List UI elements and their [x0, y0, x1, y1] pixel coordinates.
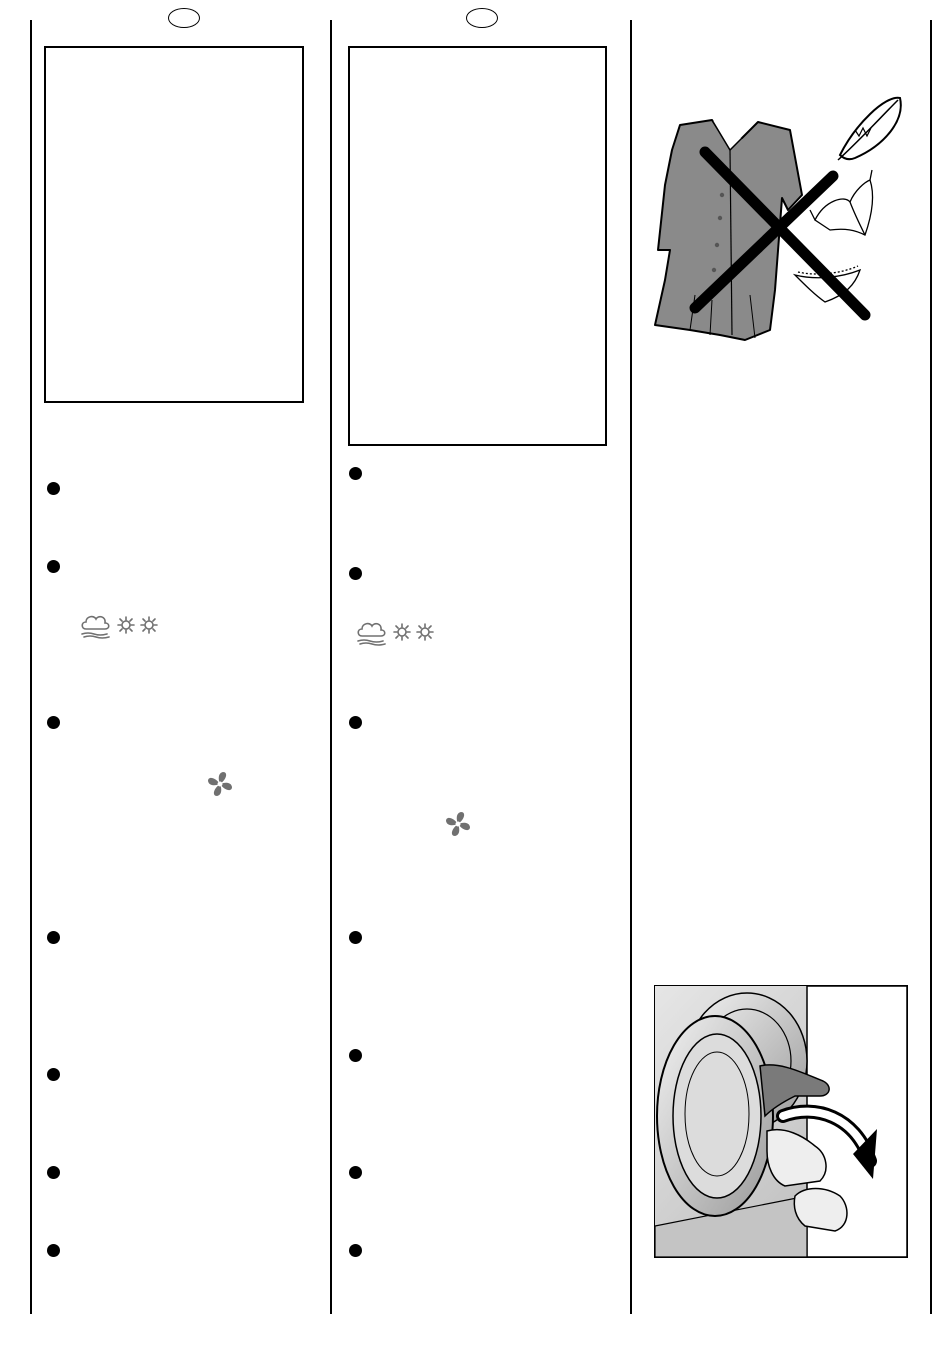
bullet-point: [349, 567, 362, 580]
language-marker-oval: [466, 8, 498, 28]
text-frame-left: [44, 46, 304, 403]
column-rule-left: [30, 20, 32, 1314]
washing-machine-door-illustration: [654, 985, 908, 1258]
dry-level-icon: [80, 612, 164, 640]
feather-icon: [838, 98, 901, 160]
bullet-point: [47, 560, 60, 573]
text-frame-middle: [348, 46, 607, 446]
column-rule-middle: [330, 20, 332, 1314]
bullet-point: [47, 1068, 60, 1081]
dry-level-icon: [356, 619, 440, 647]
column-rule-right-outer: [930, 20, 932, 1314]
bullet-point: [47, 1166, 60, 1179]
language-marker-oval: [168, 8, 200, 28]
bra-icon: [810, 170, 872, 235]
bullet-point: [349, 1244, 362, 1257]
bullet-point: [47, 482, 60, 495]
fan-icon: [206, 770, 234, 798]
bullet-point: [349, 931, 362, 944]
bullet-point: [349, 467, 362, 480]
bullet-point: [349, 716, 362, 729]
column-rule-right-inner: [630, 20, 632, 1314]
bullet-point: [47, 931, 60, 944]
bullet-point: [47, 1244, 60, 1257]
fan-icon: [444, 810, 472, 838]
bullet-point: [349, 1166, 362, 1179]
bullet-point: [349, 1049, 362, 1062]
crossed-out-garments-illustration: [650, 90, 910, 350]
bullet-point: [47, 716, 60, 729]
